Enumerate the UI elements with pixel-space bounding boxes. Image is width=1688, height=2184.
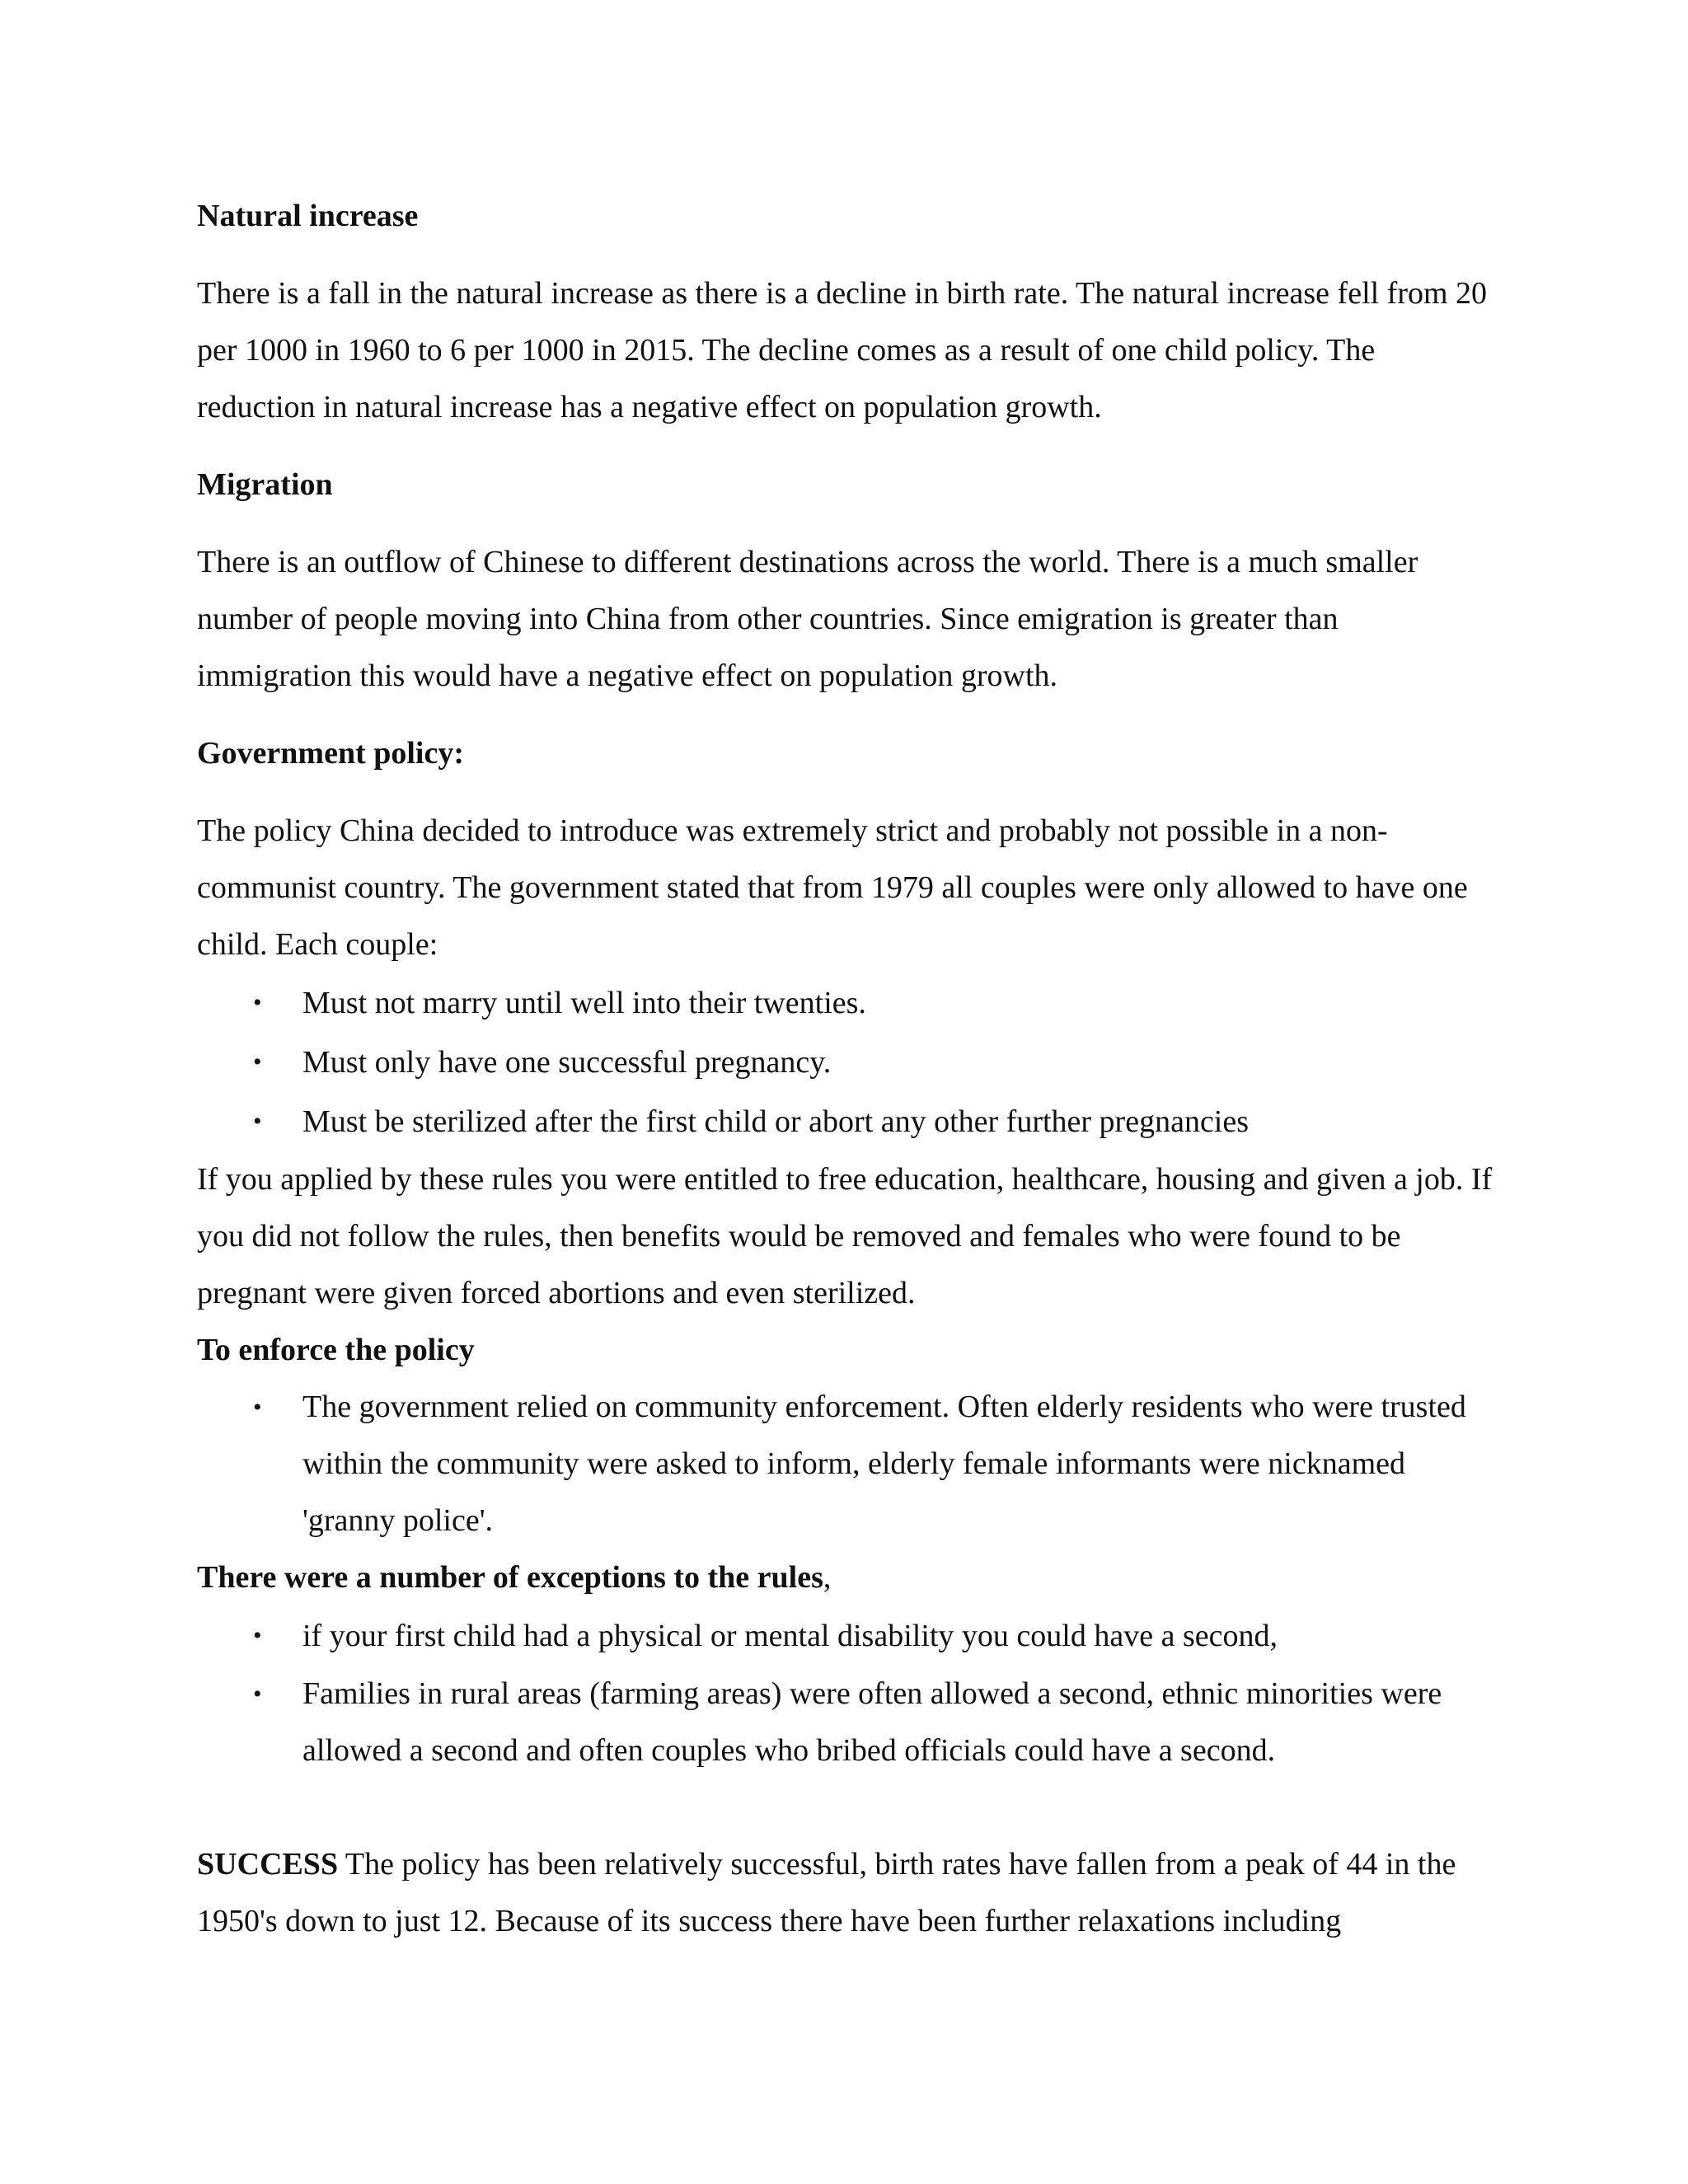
bullet-icon: • xyxy=(253,1394,262,1421)
paragraph-natural-increase: There is a fall in the natural increase as there is a decline in birth rate. The natural increase fell from 20 per 1000 in 1960 to 6 per 1000 in 2015. The decline comes as a result of one child policy. The reduction in natural increase has a negative effect on population growth. xyxy=(197,276,1488,424)
heading-migration: Migration xyxy=(197,467,333,502)
bullet-icon: • xyxy=(253,1108,262,1135)
list-item-text: Families in rural areas (farming areas) were often allowed a second, ethnic minorities were allowed a second and often couples who bribed officials could have a second. xyxy=(302,1676,1442,1768)
heading-exceptions: There were a number of exceptions to the rules xyxy=(197,1560,823,1595)
success-text: The policy has been relatively successful, birth rates have fallen from a peak of 44 in the 1950's down to just 12. Because of its success there have been further relaxations including xyxy=(197,1847,1456,1938)
list-item xyxy=(197,973,1499,1033)
paragraph-migration: There is an outflow of Chinese to different destinations across the world. There is a much smaller number of people moving into China from other countries. Since emigration is greater than immigration this would have a negative effect on population growth. xyxy=(197,545,1418,693)
blank-line xyxy=(197,1779,1499,1836)
bullet-icon: • xyxy=(253,1622,262,1649)
heading-natural-increase: Natural increase xyxy=(197,199,419,233)
list-enforcement xyxy=(197,1379,1499,1549)
heading-enforce-policy: To enforce the policy xyxy=(197,1333,475,1367)
list-item xyxy=(197,1666,1499,1779)
list-item xyxy=(197,1033,1499,1092)
list-item-text: Must be sterilized after the first child or abort any other further pregnancies xyxy=(302,1104,1250,1139)
heading-exceptions-line xyxy=(197,1549,1499,1606)
list-exceptions xyxy=(197,1606,1499,1779)
list-item-text: The government relied on community enforcement. Often elderly residents who were trusted within the community were asked to inform, elderly female informants were nicknamed 'granny police'. xyxy=(302,1390,1466,1538)
bullet-icon: • xyxy=(253,1680,262,1708)
list-item-text: Must only have one successful pregnancy. xyxy=(302,1045,832,1080)
list-couple-rules xyxy=(197,973,1499,1151)
list-item-text: Must not marry until well into their twenties. xyxy=(302,986,866,1020)
paragraph-rules-consequences: If you applied by these rules you were entitled to free education, healthcare, housing and given a job. If you did not follow the rules, then benefits would be removed and females who were found to be pregnant were given forced abortions and even sterilized. xyxy=(197,1162,1493,1310)
success-label: SUCCESS xyxy=(197,1847,339,1882)
paragraph-government-policy: The policy China decided to introduce was extremely strict and probably not possible in a non-communist country. The government stated that from 1979 all couples were only allowed to have one child. Each couple: xyxy=(197,813,1468,962)
heading-government-policy: Government policy: xyxy=(197,736,465,771)
bullet-icon: • xyxy=(253,989,262,1016)
paragraph-success xyxy=(197,1836,1499,1950)
list-item xyxy=(197,1606,1499,1666)
list-item xyxy=(197,1092,1499,1151)
document-content xyxy=(197,188,1499,1950)
bullet-icon: • xyxy=(253,1048,262,1076)
heading-exceptions-comma: , xyxy=(823,1560,832,1595)
list-item xyxy=(197,1379,1499,1549)
list-item-text: if your first child had a physical or mental disability you could have a second, xyxy=(302,1619,1278,1653)
